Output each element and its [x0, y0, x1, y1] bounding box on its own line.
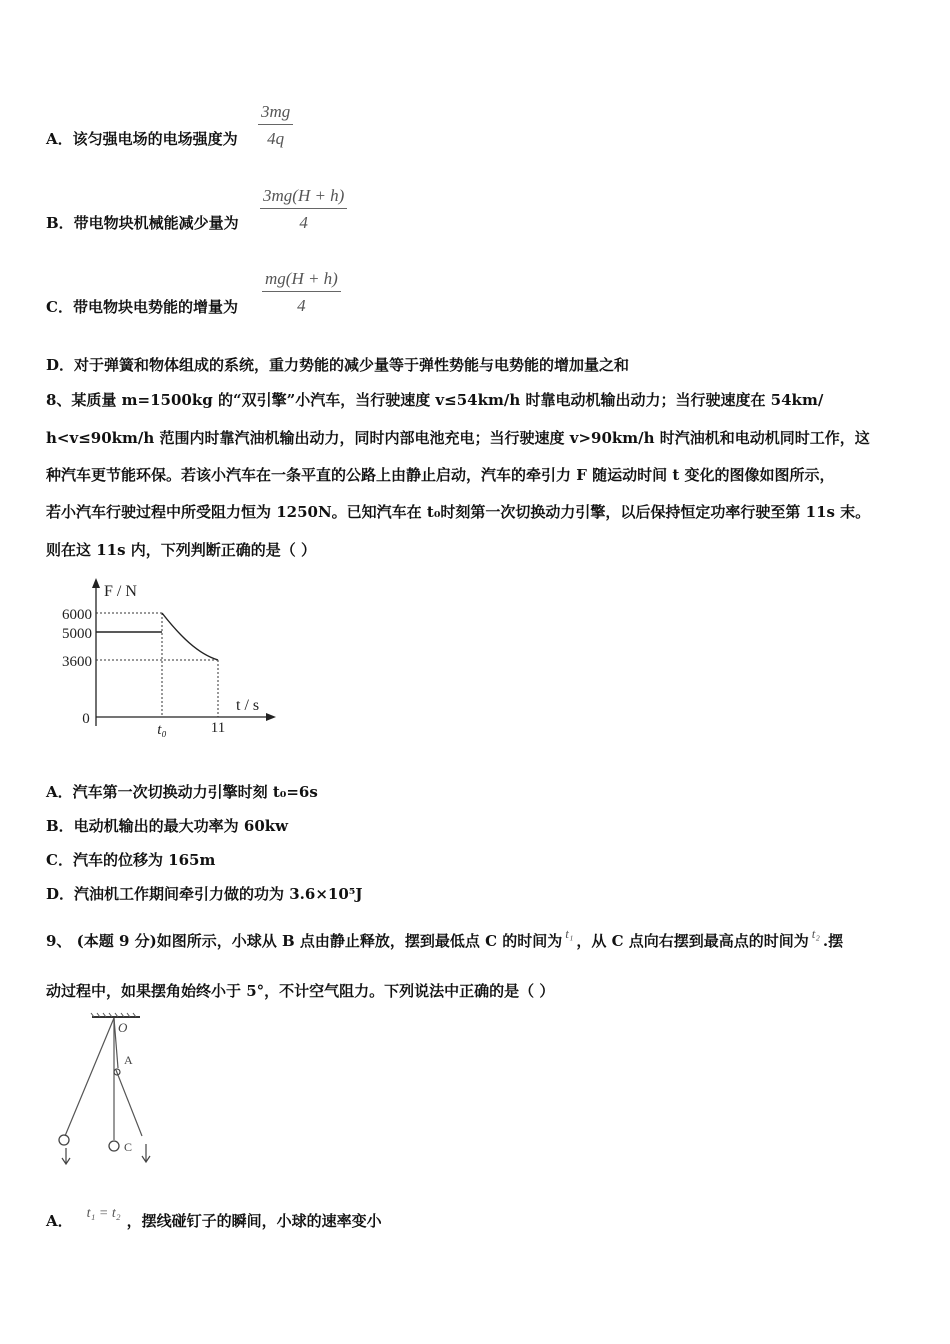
- q9-stem-line1: [46, 926, 844, 951]
- series-decreasing-curve: [162, 613, 218, 660]
- q8-option-d: D．汽油机工作期间牵引力做的功为 3.6×10⁵J: [46, 885, 363, 903]
- y-tick-5000: 5000: [62, 626, 92, 642]
- q9-option-a-math: t₁ = t₂: [86, 1206, 121, 1221]
- x-tick-origin: 0: [82, 711, 90, 727]
- y-axis-label: F / N: [104, 583, 137, 600]
- q9-stem-post: .摆: [822, 932, 844, 950]
- q7-optC-numerator: mg(H + h): [262, 269, 341, 292]
- q8-option-c: C．汽车的位移为 165m: [46, 851, 216, 869]
- q9-stem-line2: 动过程中，如果摆角始终小于 5°，不计空气阻力。下列说法中正确的是（ ）: [46, 982, 555, 1000]
- q7-optB-denominator: 4: [299, 213, 308, 232]
- q8-force-time-chart: [40, 576, 280, 746]
- ball-c: [109, 1141, 119, 1151]
- q7-option-a: A．该匀强电场的电场强度为: [46, 130, 238, 148]
- string-right: [116, 1070, 142, 1136]
- q9-option-a-text: ，摆线碰钉子的瞬间，小球的速率变小: [126, 1212, 382, 1230]
- q9-t2: t₂: [811, 926, 820, 941]
- q9-stem-pre: 9、 (本题 9 分)如图所示，小球从 B 点由静止释放，摆到最低点 C 的时间为: [46, 932, 563, 950]
- point-o-label: O: [118, 1020, 128, 1035]
- q8-option-b: B．电动机输出的最大功率为 60kw: [46, 817, 289, 835]
- q7-option-d: D．对于弹簧和物体组成的系统，重力势能的减少量等于弹性势能与电势能的增加量之和: [46, 356, 630, 374]
- q7-option-c: C．带电物块电势能的增量为: [46, 298, 238, 316]
- q8-stem-line1: 8、某质量 m=1500kg 的“双引擎”小汽车，当行驶速度 v≤54km/h 时靠电动机输出动力；当行驶速度在 54km/: [46, 391, 824, 409]
- q8-stem-line2: h<v≤90km/h 范围内时靠汽油机输出动力，同时内部电池充电；当行驶速度 v>90km/h 时汽油机和电动机同时工作，这: [46, 429, 870, 447]
- x-tick-11: 11: [210, 720, 226, 736]
- ball-b: [59, 1135, 69, 1145]
- q9-stem-mid: ，从 C 点向右摆到最高点的时间为: [576, 932, 809, 950]
- string-left: [65, 1018, 114, 1136]
- q7-option-b: B．带电物块机械能减少量为: [46, 214, 239, 232]
- q7-optA-denominator: 4q: [267, 129, 285, 148]
- q7-optC-fraction: [262, 269, 341, 316]
- y-tick-3600: 3600: [62, 654, 92, 670]
- point-a-label: A: [124, 1053, 133, 1067]
- point-c-label: C: [124, 1140, 133, 1154]
- q8-stem-line5: 则在这 11s 内，下列判断正确的是（ ）: [46, 541, 316, 559]
- q9-option-a-label: A．: [46, 1212, 73, 1230]
- arrow-right: [142, 1144, 150, 1162]
- x-axis-label: t / s: [236, 697, 260, 714]
- q8-stem-line4: 若小汽车行驶过程中所受阻力恒为 1250N。已知汽车在 t₀时刻第一次切换动力引擎，以后保持恒定功率行驶至第 11s 末。: [46, 503, 871, 521]
- q7-optB-fraction: [260, 186, 347, 233]
- q7-optB-numerator: 3mg(H + h): [260, 186, 347, 209]
- y-axis-arrow: [92, 578, 100, 588]
- y-tick-6000: 6000: [62, 607, 92, 623]
- q9-option-a: [46, 1206, 382, 1231]
- q7-optA-numerator: 3mg: [258, 102, 293, 125]
- q7-optA-fraction: [258, 102, 293, 149]
- arrow-b: [62, 1148, 70, 1164]
- q8-option-a: A．汽车第一次切换动力引擎时刻 t₀=6s: [46, 783, 318, 801]
- x-tick-t0: t₀: [157, 722, 167, 738]
- q7-optC-denominator: 4: [297, 296, 306, 315]
- q8-stem-line3: 种汽车更节能环保。若该小汽车在一条平直的公路上由静止启动，汽车的牵引力 F 随运动时间 t 变化的图像如图所示，: [46, 466, 835, 484]
- x-axis-arrow: [266, 713, 276, 721]
- q9-pendulum-figure: [50, 1012, 170, 1172]
- q9-t1: t₁: [565, 926, 574, 941]
